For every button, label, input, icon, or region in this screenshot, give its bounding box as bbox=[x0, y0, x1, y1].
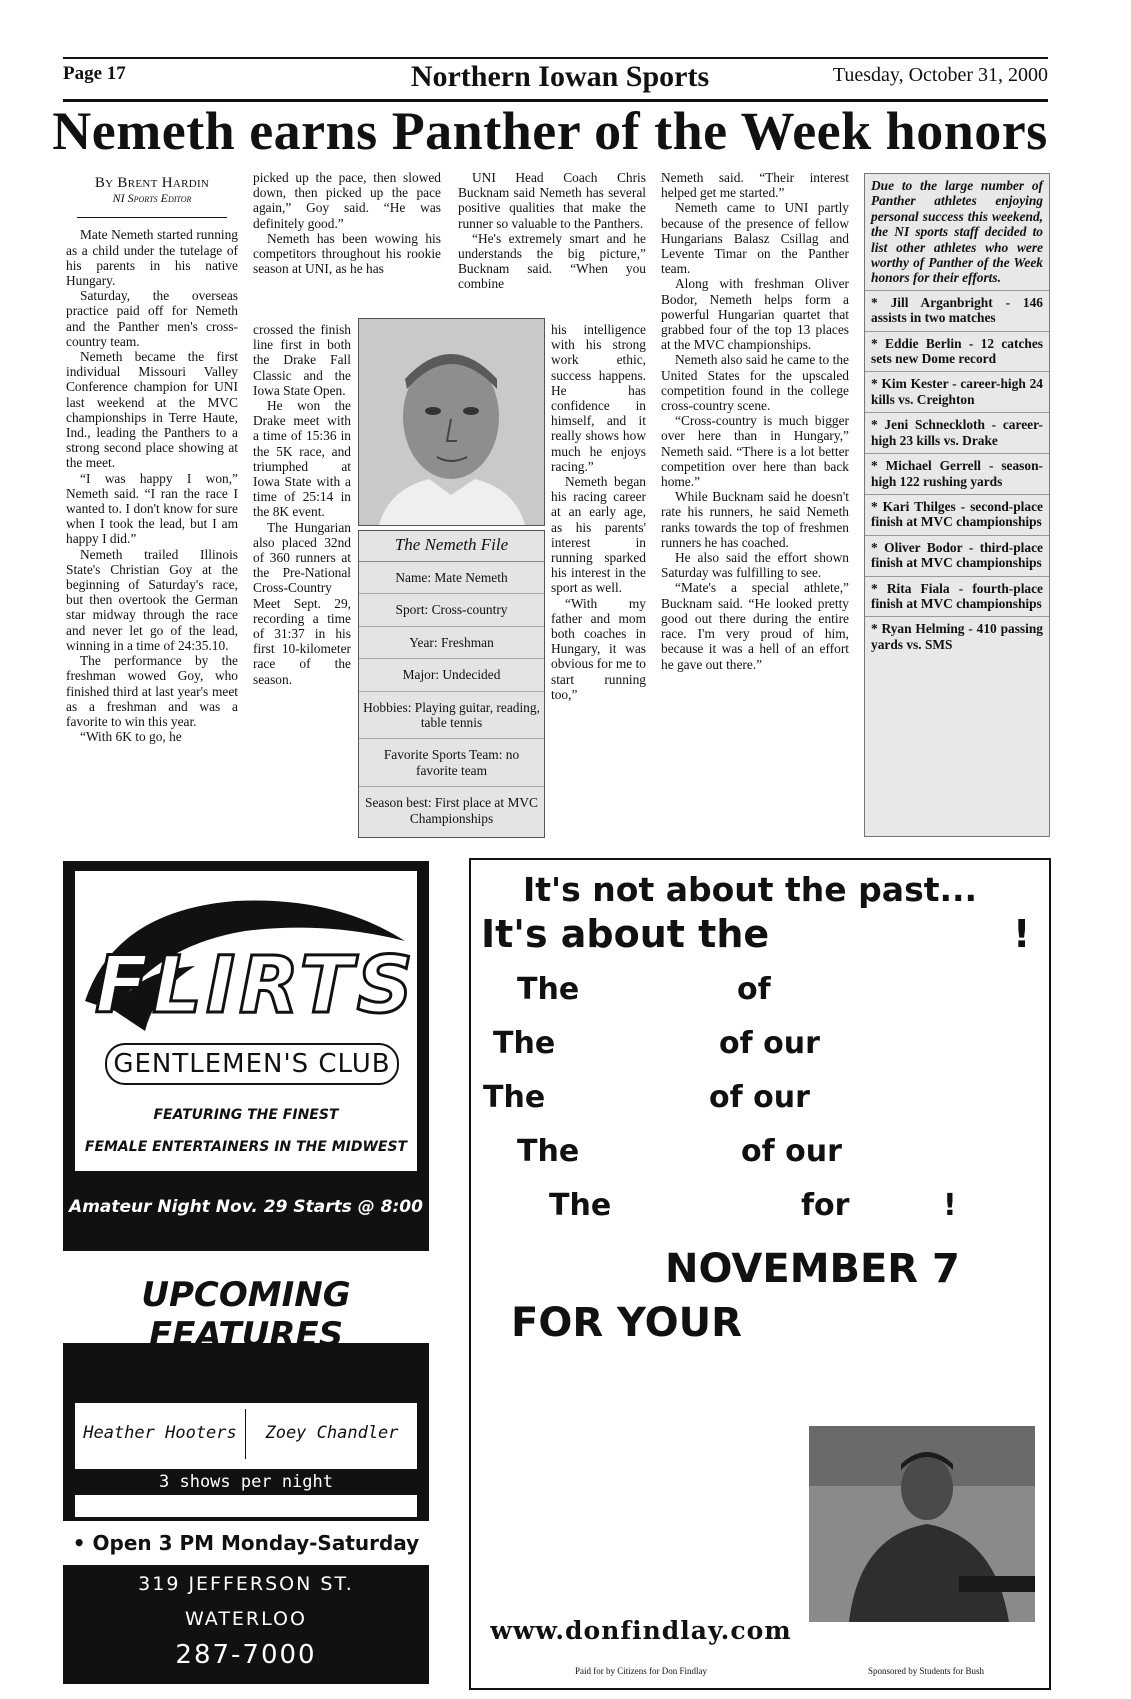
byline-author: By Brent Hardin bbox=[94, 175, 210, 191]
paragraph: He also said the effort shown Saturday was fulfilling to see. bbox=[661, 550, 849, 581]
ad-row-2-a: The bbox=[493, 1026, 556, 1061]
shows-per-night: 3 shows per night bbox=[75, 1469, 417, 1495]
sidebar-item: * Rita Fiala - fourth-place finish at MVC championships bbox=[865, 576, 1049, 617]
ad-line-about: It's about the bbox=[481, 912, 770, 956]
sidebar-item: * Kim Kester - career-high 24 kills vs. Creighton bbox=[865, 371, 1049, 412]
paragraph: Nemeth also said he came to the United States for the upscaled competition found in the college cross-country scene. bbox=[661, 352, 849, 414]
paragraph: UNI Head Coach Chris Bucknam said Nemeth has several positive qualities that make the runner so valuable to the Panthers. bbox=[458, 170, 646, 231]
ad-row-2-b: of our bbox=[719, 1026, 820, 1061]
paragraph: picked up the pace, then slowed down, then picked up the pace again,” Goy said. “He was definitely good.” bbox=[253, 170, 441, 231]
byline-rule bbox=[77, 217, 227, 218]
page-number: Page 17 bbox=[63, 63, 126, 84]
ad-row-4-b: of our bbox=[741, 1134, 842, 1169]
file-row: Year: Freshman bbox=[359, 627, 544, 659]
amateur-night: Amateur Night Nov. 29 Starts @ 8:00 bbox=[69, 1197, 423, 1217]
paragraph: Mate Nemeth started running as a child under the tutelage of his parents in his native Hungary. bbox=[66, 227, 238, 289]
candidate-portrait bbox=[809, 1426, 1035, 1622]
file-row: Hobbies: Playing guitar, reading, table tennis bbox=[359, 692, 544, 740]
ad-row-4-a: The bbox=[517, 1134, 580, 1169]
paragraph: Along with freshman Oliver Bodor, Nemeth helps form a powerful Hungarian quartet that grabbed four of the top 13 places at the MVC championships. bbox=[661, 276, 849, 353]
election-date: NOVEMBER 7 bbox=[665, 1246, 960, 1292]
ad-line-about-bang: ! bbox=[1013, 912, 1031, 956]
address: 319 JEFFERSON ST. bbox=[138, 1573, 354, 1595]
paragraph: Nemeth trailed Illinois State's Christian Goy at the beginning of Saturday's race, but then overtook the German star midway through the race and never let go of the lead, winning in a time of 24:35.10. bbox=[66, 546, 238, 653]
feature-divider bbox=[245, 1409, 246, 1459]
paragraph: crossed the finish line first in both the Drake Fall Classic and the Iowa State Open. bbox=[253, 322, 351, 398]
issue-date: Tuesday, October 31, 2000 bbox=[832, 64, 1048, 86]
paragraph: “With 6K to go, he bbox=[80, 729, 182, 745]
flirts-tag-2: FEMALE ENTERTAINERS IN THE MIDWEST bbox=[84, 1139, 408, 1155]
file-row: Season best: First place at MVC Championships bbox=[365, 795, 538, 826]
paragraph: “With my father and mom both coaches in Hungary, it was obvious for me to start running too,” bbox=[551, 595, 646, 702]
sidebar-intro: Due to the large number of Panther athletes enjoying personal success this weekend, the NI sports staff decided to list other athletes who were worthy of Panther of the Week honors for their efforts. bbox=[871, 178, 1043, 286]
article-column-2-narrow bbox=[253, 322, 351, 687]
ad-row-1-a: The bbox=[517, 972, 580, 1007]
flirts-tag-1: FEATURING THE FINEST bbox=[153, 1107, 339, 1123]
paragraph: Nemeth began his racing career at an early age, as his parents' interest in running sparked his interest in the sport as well. bbox=[551, 474, 646, 596]
top-rule bbox=[63, 57, 1048, 59]
open-hours: • Open 3 PM Monday-Saturday bbox=[63, 1521, 429, 1565]
ad-row-3-b: of our bbox=[709, 1080, 810, 1115]
file-row: Name: Mate Nemeth bbox=[359, 562, 544, 594]
features-panel bbox=[75, 1369, 417, 1517]
flirts-logo-panel bbox=[75, 871, 417, 1171]
findlay-ad bbox=[469, 858, 1051, 1690]
ad-line-past: It's not about the past... bbox=[523, 870, 978, 909]
paragraph: Nemeth came to UNI partly because of the presence of fellow Hungarians Balasz Csillag and Levente Timar on the Panther team. bbox=[661, 200, 849, 277]
article-column-2-top bbox=[253, 170, 441, 276]
paragraph: “He's extremely smart and he understands the big picture,” Bucknam said. “When you combine bbox=[458, 230, 646, 292]
paragraph: Saturday, the overseas practice paid off for Nemeth and the Panther men's cross-country team. bbox=[66, 288, 238, 349]
nemeth-photo bbox=[358, 318, 545, 526]
article-column-3-top bbox=[458, 170, 646, 292]
paragraph: Nemeth became the first individual Missouri Valley Conference champion for UNI last weekend at the MVC championships in Terre Haute, Ind., leading the Panthers to a strong second place showing at the meet. bbox=[66, 349, 238, 471]
ad-row-5-b: for bbox=[801, 1188, 850, 1223]
byline-title: NI Sports Editor bbox=[112, 191, 192, 206]
paragraph: While Bucknam said he doesn't rate his runners, he said Nemeth ranks towards the top of freshmen runners he has coached. bbox=[661, 489, 849, 550]
paragraph: The Hungarian also placed 32nd of 360 runners at the Pre-National Cross-Country Meet Sept. 29, recording a time of 31:37 in his first 10-kilometer race of the season. bbox=[253, 519, 351, 687]
honors-sidebar bbox=[864, 173, 1050, 837]
paragraph: The performance by the freshman wowed Goy, who finished third at last year's meet as a freshman and was a favorite to win this year. bbox=[66, 653, 238, 729]
sidebar-item: * Eddie Berlin - 12 catches sets new Dome record bbox=[865, 331, 1049, 372]
ad-row-1-b: of bbox=[737, 972, 771, 1007]
section-title: Northern Iowan Sports bbox=[410, 60, 710, 93]
headline: Nemeth earns Panther of the Week honors bbox=[52, 101, 1048, 161]
paragraph: his intelligence with his strong work ethic, success happens. He has confidence in himself, and it really shows how much he enjoys racing.” bbox=[551, 322, 646, 474]
flirts-ad bbox=[63, 861, 429, 1684]
paragraph: “Cross-country is much bigger over here than in Hungary,” Nemeth said. “There is a lot better competition over here than back home.” bbox=[661, 413, 849, 490]
ad-row-3-a: The bbox=[483, 1080, 546, 1115]
file-row: Sport: Cross-country bbox=[359, 594, 544, 626]
nemeth-file-box bbox=[358, 530, 545, 838]
sidebar-item: * Michael Gerrell - season-high 122 rushing yards bbox=[865, 453, 1049, 494]
article-column-4 bbox=[661, 170, 849, 672]
phone: 287-7000 bbox=[175, 1640, 317, 1670]
file-row: Major: Undecided bbox=[359, 659, 544, 691]
feature-heather: Heather Hooters bbox=[83, 1423, 237, 1443]
paragraph: Nemeth said. “Their interest helped get me started.” bbox=[661, 170, 849, 201]
paragraph: “I was happy I won,” Nemeth said. “I ran the race I wanted to. I don't know for sure when I took the lead, but I am happy I did.” bbox=[66, 470, 238, 547]
findlay-url[interactable]: www.donfindlay.com bbox=[490, 1616, 792, 1645]
paid-for-by: Paid for by Citizens for Don Findlay bbox=[575, 1666, 707, 1676]
article-column-1 bbox=[66, 176, 238, 744]
paragraph: Nemeth has been wowing his competitors throughout his rookie season at UNI, as he has bbox=[253, 230, 441, 277]
sidebar-item: * Oliver Bodor - third-place finish at MVC championships bbox=[865, 535, 1049, 576]
article-column-3-narrow bbox=[551, 322, 646, 702]
sidebar-item: * Ryan Helming - 410 passing yards vs. SMS bbox=[865, 616, 1049, 657]
sidebar-item: * Jill Arganbright - 146 assists in two matches bbox=[865, 290, 1049, 331]
paragraph: “Mate's a special athlete,” Bucknam said. “He looked pretty good out there during the entire race. I'm very proud of him, because it was a hell of an effort he gave out there.” bbox=[661, 580, 849, 672]
feature-zoey: Zoey Chandler bbox=[265, 1423, 399, 1443]
paragraph: He won the Drake meet with a time of 15:36 in the 5K race, and triumphed at Iowa State with a time of 25:14 in the 8K event. bbox=[253, 398, 351, 520]
upcoming-panel bbox=[63, 1251, 429, 1355]
features-bar bbox=[75, 1369, 417, 1403]
flirts-subtitle: GENTLEMEN'S CLUB bbox=[105, 1043, 399, 1085]
for-your: FOR YOUR bbox=[511, 1300, 742, 1346]
sponsored-by: Sponsored by Students for Bush bbox=[867, 1666, 984, 1676]
upcoming-features: UPCOMING FEATURES bbox=[141, 1275, 351, 1355]
file-title: The Nemeth File bbox=[359, 531, 544, 562]
sidebar-item: * Jeni Schneckloth - career-high 23 kills vs. Drake bbox=[865, 412, 1049, 453]
ad-row-5-a: The bbox=[549, 1188, 612, 1223]
file-row: Favorite Sports Team: no favorite team bbox=[359, 739, 544, 787]
sidebar-item: * Kari Thilges - second-place finish at MVC championships bbox=[865, 494, 1049, 535]
city: WATERLOO bbox=[185, 1608, 307, 1630]
flirts-logo: FLIRTS bbox=[95, 941, 417, 1031]
ad-row-5-c: ! bbox=[943, 1188, 957, 1223]
portrait-image bbox=[359, 319, 544, 525]
findlay-photo bbox=[809, 1426, 1035, 1622]
